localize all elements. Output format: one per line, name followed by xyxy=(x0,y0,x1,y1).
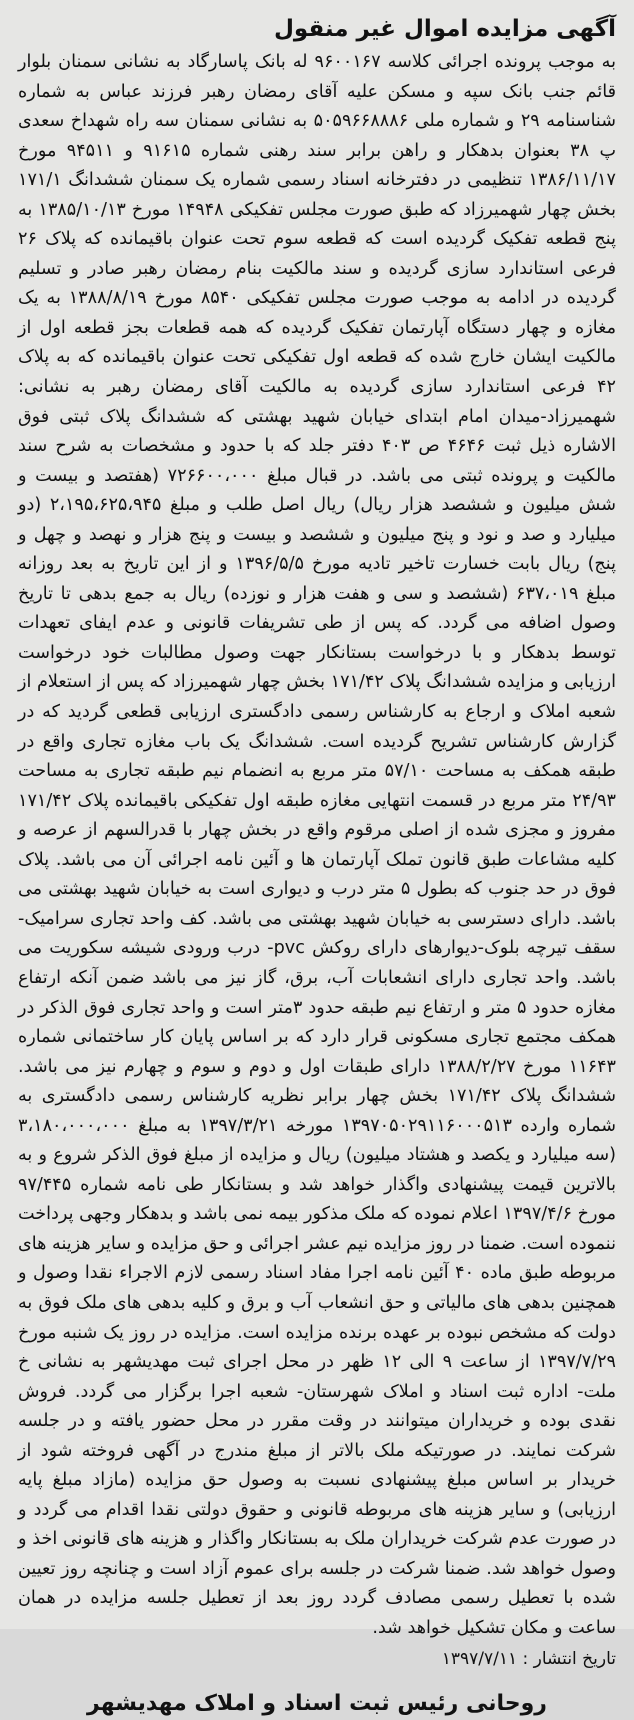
publish-date: تاریخ انتشار : ۱۳۹۷/۷/۱۱ xyxy=(441,1648,616,1669)
notice-title: آگهی مزایده اموال غیر منقول xyxy=(273,16,616,42)
signature: روحانی رئیس ثبت اسناد و املاک مهدیشهر xyxy=(87,1690,547,1716)
notice-body: به موجب پرونده اجرائی کلاسه ۹۶۰۰۱۶۷ له بانک پاسارگاد به نشانی سمنان بلوار قائم جنب بانک سپه و مسکن علیه آقای رمضان رهبر فرزند عباس به شماره شناسنامه ۲۹ و شماره ملی ۵۰۵۹۶۶۸۸۸۶ به نشانی سمنان سه راه شهداخ سعدی پ ۳۸ بعنوان بدهکار و راهن برابر سند رهنی شماره ۹۱۶۱۵ و ۹۴۵۱۱ مورخ ۱۳۸۶/۱۱/۱۷ تنظیمی در دفترخانه اسناد رسمی شماره یک سمنان ششدانگ ۱۷۱/۱ بخش چهار شهمیرزاد که طبق صورت مجلس تفکیکی ۱۴۹۴۸ مورخ ۱۳۸۵/۱۰/۱۳ به پنج قطعه تفکیک گردیده است که قطعه سوم تحت عنوان باقیمانده که پلاک ۲۶ فرعی استاندارد سازی گردیده و سند مالکیت بنام رمضان رهبر صادر و تسلیم گردیده در ادامه به موجب صورت مجلس تفکیکی ۸۵۴۰ مورخ ۱۳۸۸/۸/۱۹ به یک مغازه و چهار دستگاه آپارتمان تفکیک گردیده که همه قطعات بجز قطعه اول از مالکیت ایشان خارج شده که قطعه اول تفکیکی تحت عنوان باقیمانده که به پلاک ۴۲ فرعی استاندارد سازی گردیده به مالکیت آقای رمضان رهبر به نشانی: شهمیرزاد-میدان امام ابتدای خیابان شهید بهشتی که ششدانگ پلاک ثبتی فوق الاشاره ذیل ثبت ۴۶۴۶ ص ۴۰۳ دفتر جلد که با حدود و مشخصات به شرح سند مالکیت و پرونده ثبتی می باشد. در قبال مبلغ ۷۲۶۶۰۰،۰۰۰ (هفتصد و بیست و شش میلیون و ششصد هزار ریال) ریال اصل طلب و مبلغ ۲،۱۹۵،۶۲۵،۹۴۵ (دو میلیارد و صد و نود و پنج میلیون و ششصد و بیست و پنج هزار و نهصد و چهل و پنج) ریال بابت خسارت تاخیر تادیه مورخ ۱۳۹۶/۵/۵ و از این تاریخ به بعد روزانه مبلغ ۶۳۷،۰۱۹ (ششصد و سی و هفت هزار و نوزده) ریال به جمع بدهی تا تاریخ وصول اضافه می گردد. که پس از طی تشریفات قانونی و عدم ایفای تعهدات توسط بدهکار و با درخواست بستانکار جهت وصول مطالبات خود درخواست ارزیابی و مزایده ششدانگ پلاک ۱۷۱/۴۲ بخش چهار شهمیرزاد که پس از استعلام از شعبه املاک و ارجاع به کارشناس رسمی دادگستری ارزیابی قطعی گردید که در گزارش کارشناس تشریح گردیده است. ششدانگ یک باب مغازه تجاری واقع در طبقه همکف به مساحت ۵۷/۱۰ متر مربع به انضمام نیم طبقه تجاری به مساحت ۲۴/۹۳ متر مربع در قسمت انتهایی مغازه طبقه اول تفکیکی باقیمانده پلاک ۱۷۱/۴۲ مفروز و مجزی شده از اصلی مرقوم واقع در بخش چهار با قدرالسهم از عرصه و کلیه مشاعات طبق قانون تملک آپارتمان ها و آئین نامه اجرائی آن می باشد. پلاک فوق در حد جنوب که بطول ۵ متر درب و دیواری است به خیابان شهید بهشتی می باشد. دارای دسترسی به خیابان شهید بهشتی می باشد. کف واحد تجاری سرامیک-سقف تیرچه بلوک-دیوارهای دارای روکش pvc- درب ورودی شیشه سکوریت می باشد. واحد تجاری دارای انشعابات آب، برق، گاز نیز می باشد ضمن آنکه ارتفاع مغازه حدود ۵ متر و ارتفاع نیم طبقه حدود ۳متر است و واحد تجاری فوق الذکر در همکف مجتمع تجاری مسکونی قرار دارد که بر اساس پایان کار ساختمانی شماره ۱۱۶۴۳ مورخ ۱۳۸۸/۲/۲۷ دارای طبقات اول و دوم و سوم و چهارم نیز می باشد. ششدانگ پلاک ۱۷۱/۴۲ بخش چهار برابر نظریه کارشناس رسمی دادگستری به شماره وارده ۱۳۹۷۰۵۰۲۹۱۱۶۰۰۰۵۱۳ مورخه ۱۳۹۷/۳/۲۱ به مبلغ ۳،۱۸۰،۰۰۰،۰۰۰ (سه میلیارد و یکصد و هشتاد میلیون) ریال و مزایده از مبلغ فوق الذکر شروع و به بالاترین قیمت پیشنهادی واگذار خواهد شد و بستانکار طی نامه شماره ۹۷/۴۴۵ مورخ ۱۳۹۷/۴/۶ اعلام نموده که ملک مذکور بیمه نمی باشد و بدهکار وجهی پرداخت ننموده است. ضمنا در روز مزایده نیم عشر اجرائی و حق مزایده و سایر هزینه های مربوطه طبق ماده ۴۰ آئین نامه اجرا مفاد اسناد رسمی لازم الاجراء نقدا وصول و همچنین بدهی های مالیاتی و حق انشعاب آب و برق و کلیه بدهی های ملک فوق به دولت که مشخص نبوده بر عهده برنده مزایده است. مزایده در روز یک شنبه مورخ ۱۳۹۷/۷/۲۹ از ساعت ۹ الی ۱۲ ظهر در محل اجرای ثبت مهدیشهر به نشانی خ ملت- اداره ثبت اسناد و املاک شهرستان- شعبه اجرا برگزار می گردد. فروش نقدی بوده و خریداران میتوانند در وقت مقرر در محل حضور یافته و در جلسه شرکت نمایند. در صورتیکه ملک بالاتر از مبلغ مندرج در آگهی فروخته شود از خریدار بر اساس مبلغ پیشنهادی نسبت به وصول حق مزایده (مازاد مبلغ پایه ارزیابی) و سایر هزینه های مربوطه قانونی و حقوق دولتی نقدا اقدام می گردد و در صورت عدم شرکت خریداران ملک به بستانکار واگذار و هزینه های قانونی اخذ و وصول خواهد شد. ضمنا شرکت در جلسه برای عموم آزاد است و چنانچه روز تعیین شده با تعطیل رسمی مصادف گردد روز بعد از تعطیل جلسه مزایده در همان ساعت و مکان تشکیل خواهد شد. xyxy=(18,52,617,1638)
